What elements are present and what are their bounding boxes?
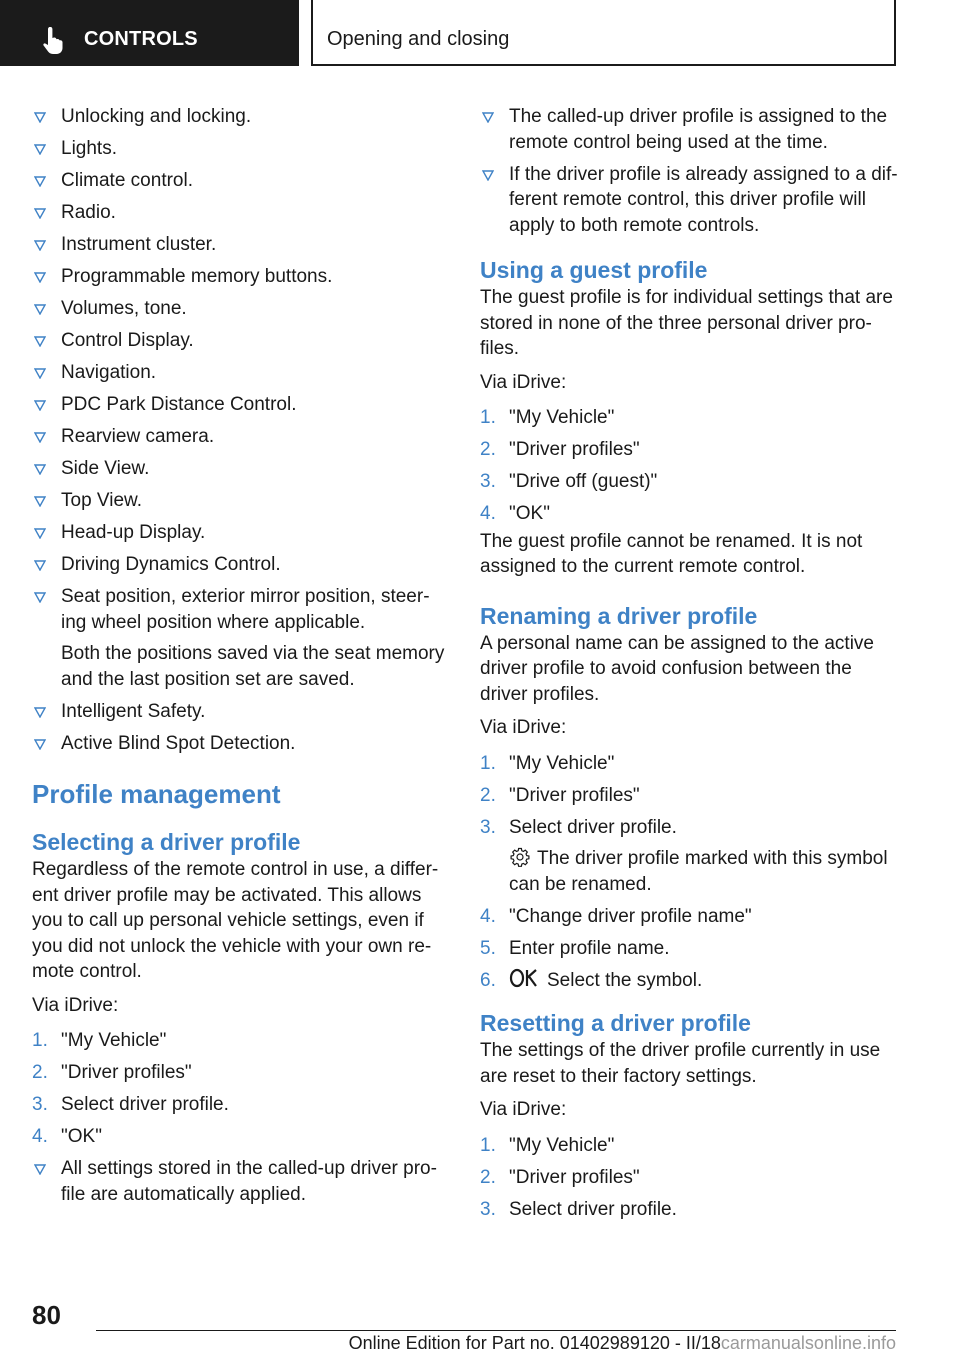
step-item: 1. "My Vehicle" [32,1030,167,1051]
right-column [480,104,900,1229]
list-item: Side View. [32,456,450,482]
footer-edition: Online Edition for Part no. 01402989120 - II/18carmanualsonline.info [348,1333,896,1353]
hand-pointer-icon [40,27,66,55]
left-column [32,104,450,1214]
via-idrive-label: Via iDrive: [480,371,567,393]
list-item: Volumes, tone. [32,296,450,322]
list-item: Lights. [32,136,450,162]
gear-icon [509,846,531,868]
select-steps [32,1028,450,1150]
list-item: Intelligent Safety. [32,699,450,725]
triangle-bullet-icon [482,170,494,181]
guest-steps [480,405,900,527]
section-title: CONTROLS [84,28,198,50]
step-item: 2. "Driver profiles" [480,784,640,806]
list-item: Control Display. [32,328,450,354]
assignment-list [480,104,900,238]
triangle-bullet-icon [34,528,46,539]
renaming-profile-body: A personal name can be assigned to the active driver profile to avoid confusion between the driver profiles. [480,632,874,705]
chapter-title: Opening and closing [327,28,510,50]
triangle-bullet-icon [34,464,46,475]
triangle-bullet-icon [34,739,46,750]
triangle-bullet-icon [34,208,46,219]
footer-divider [96,1330,896,1331]
triangle-bullet-icon [34,240,46,251]
seat-memory-note: Both the positions saved via the seat memory and the last position set are saved. [61,643,445,690]
renaming-profile-heading: Renaming a driver profile [480,602,758,629]
triangle-bullet-icon [482,112,494,123]
triangle-bullet-icon [34,112,46,123]
step-item: 3. Select driver profile. [32,1094,229,1115]
triangle-bullet-icon [34,304,46,315]
list-item: Head-up Display. [32,520,450,546]
triangle-bullet-icon [34,560,46,571]
footer-watermark: carmanualsonline.info [720,1333,896,1353]
section-tab [0,0,299,66]
via-idrive-label: Via iDrive: [480,1099,567,1120]
triangle-bullet-icon [34,496,46,507]
list-item: Instrument cluster. [32,232,450,258]
select-result-list [32,1156,450,1207]
step-item: 2. "Driver profiles" [480,439,640,460]
step-item: 1. "My Vehicle" [480,407,615,428]
list-item: All settings stored in the called-up driver pro-file are automatically applied. [32,1156,450,1207]
selecting-profile-heading: Selecting a driver profile [32,829,301,855]
list-item: Navigation. [32,360,450,386]
step-item: 5. Enter profile name. [480,937,670,959]
list-item: The called-up driver profile is assigned to the remote control being used at the time. [480,104,900,155]
triangle-bullet-icon [34,368,46,379]
chapter-header [311,0,896,66]
step-item: 4. "OK" [32,1126,102,1147]
step-item: 3. Select driver profile. [480,1198,677,1220]
rename-symbol-note: The driver profile marked with this symbol can be renamed. [509,848,888,895]
selecting-profile-body: Regardless of the remote control in use, a differ-ent driver profile may be activated. This allows you to call up personal vehicle settings, even if you did not unlock the vehicle with your own re-mote control. [32,859,439,982]
rename-steps [480,751,900,994]
list-item: Rearview camera. [32,424,450,450]
triangle-bullet-icon [34,336,46,347]
triangle-bullet-icon [34,592,46,603]
step-item: 3. "Drive off (guest)" [480,471,658,492]
step-item: 2. "Driver profiles" [480,1166,640,1188]
profile-management-heading: Profile management [32,779,281,809]
list-item: Programmable memory buttons. [32,264,450,290]
step-item: 1. "My Vehicle" [480,1134,615,1156]
list-item: Unlocking and locking. [32,104,450,130]
step-item: 1. "My Vehicle" [480,752,615,774]
resetting-profile-body: The settings of the driver profile currently in use are reset to their factory settings. [480,1040,881,1087]
list-item: Radio. [32,200,450,226]
via-idrive-label: Via iDrive: [480,717,567,738]
step-item: 2. "Driver profiles" [32,1062,192,1083]
list-item: Driving Dynamics Control. [32,552,450,578]
list-item: If the driver profile is already assigned to a dif-ferent remote control, this driver profile will apply to both remote controls. [480,162,900,239]
ok-symbol-icon [509,968,539,988]
guest-profile-heading: Using a guest profile [480,257,708,283]
triangle-bullet-icon [34,400,46,411]
via-idrive-label: Via iDrive: [32,994,119,1016]
guest-profile-note: The guest profile cannot be renamed. It is not assigned to the current remote control. [480,530,863,577]
resetting-profile-heading: Resetting a driver profile [480,1010,751,1036]
list-item: PDC Park Distance Control. [32,392,450,418]
page-number: 80 [32,1300,61,1330]
triangle-bullet-icon [34,272,46,283]
reset-steps [480,1133,900,1223]
triangle-bullet-icon [34,1164,46,1175]
list-item: Active Blind Spot Detection. [32,731,450,757]
triangle-bullet-icon [34,144,46,155]
guest-profile-body: The guest profile is for individual settings that are stored in none of the three personal driver pro-files. [480,287,893,359]
list-item: Seat position, exterior mirror position, steer-ing wheel position where applicable. Both the positions saved via the seat memory and the last position set are saved. [32,584,450,692]
step-item: 3. Select driver profile. The driver profile marked with this symbol can be renamed. [480,815,900,898]
step-item: 4. "Change driver profile name" [480,905,752,927]
triangle-bullet-icon [34,432,46,443]
step-item: 6. Select the symbol. [480,969,703,991]
feature-list [32,104,450,756]
triangle-bullet-icon [34,176,46,187]
list-item: Top View. [32,488,450,514]
triangle-bullet-icon [34,707,46,718]
list-item: Climate control. [32,168,450,194]
step-item: 4. "OK" [480,503,550,524]
